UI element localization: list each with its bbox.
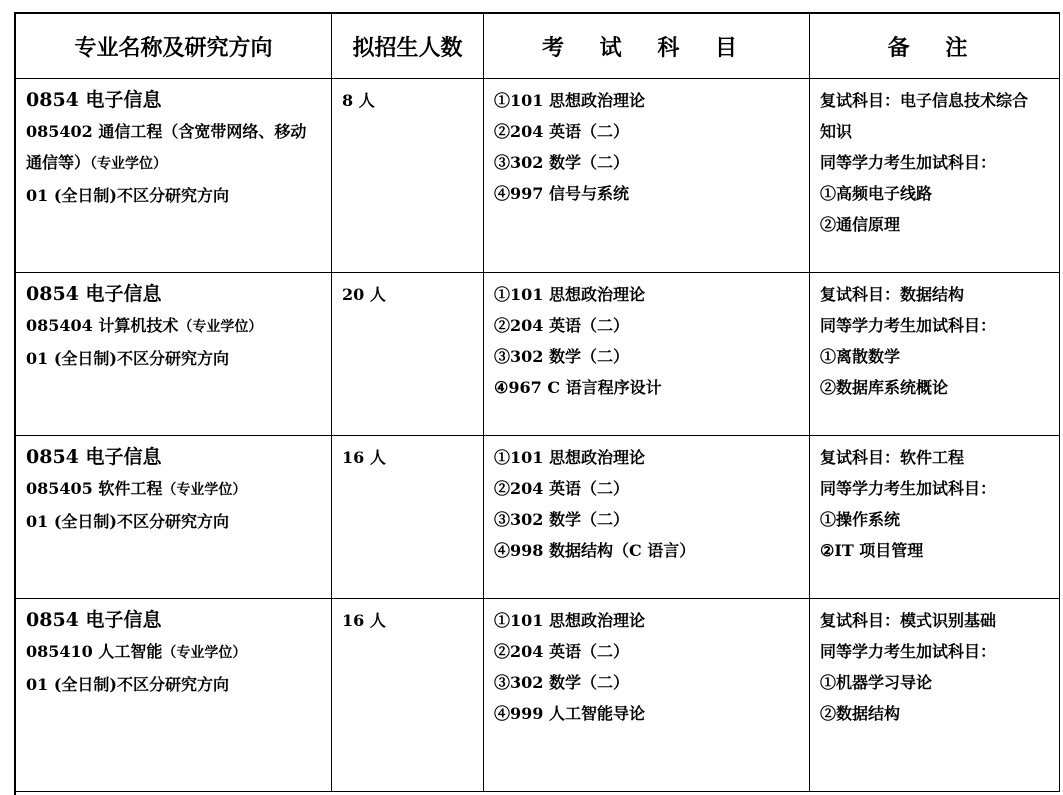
subjects-cell: [484, 79, 810, 273]
quota-value: 16 人: [342, 611, 386, 630]
remark-line: 复试科目：数据结构: [820, 285, 965, 304]
study-direction: 01 (全日制)不区分研究方向: [26, 675, 229, 694]
exam-subject: ④967 C 语言程序设计: [494, 378, 662, 397]
quota-cell: [332, 599, 484, 792]
exam-subject: ②204 英语（二）: [494, 642, 629, 661]
remark-line: 同等学力考生加试科目：: [820, 316, 997, 335]
study-direction: 01 (全日制)不区分研究方向: [26, 186, 229, 205]
degree-type-note: （专业学位）: [90, 156, 168, 172]
degree-type-note: （专业学位）: [178, 319, 263, 335]
header-remarks: 备 注: [810, 13, 1060, 79]
exam-subject: ②204 英语（二）: [494, 479, 629, 498]
exam-subject: ②204 英语（二）: [494, 316, 629, 335]
quota-value: 16 人: [342, 448, 386, 467]
remark-line: ②数据库系统概论: [820, 378, 949, 397]
exam-subject: ③302 数学（二）: [494, 347, 629, 366]
remark-line: ①高频电子线路: [820, 184, 933, 203]
major-cell: [16, 599, 332, 792]
admissions-table: [15, 12, 1060, 792]
major-cell: [16, 79, 332, 273]
exam-subject: ②204 英语（二）: [494, 122, 629, 141]
quota-cell: [332, 436, 484, 599]
study-direction: 01 (全日制)不区分研究方向: [26, 512, 229, 531]
major-subfield: 085405 软件工程: [26, 479, 163, 498]
remark-line: 复试科目：软件工程: [820, 448, 965, 467]
major-title: 0854 电子信息: [26, 446, 162, 468]
major-title: 0854 电子信息: [26, 89, 162, 111]
table-row: [16, 79, 1060, 273]
remark-line: ①机器学习导论: [820, 673, 933, 692]
remark-line: 同等学力考生加试科目：: [820, 153, 997, 172]
quota-value: 20 人: [342, 285, 386, 304]
exam-subject: ④999 人工智能导论: [494, 704, 645, 723]
table-row: [16, 436, 1060, 599]
remark-line: ①离散数学: [820, 347, 901, 366]
quota-cell: [332, 79, 484, 273]
header-subjects: 考 试 科 目: [484, 13, 810, 79]
major-subfield: 085402 通信工程（含宽带网络、移动: [26, 122, 307, 141]
major-subfield: 085410 人工智能: [26, 642, 163, 661]
exam-subject: ④998 数据结构（C 语言）: [494, 541, 696, 560]
exam-subject: ④997 信号与系统: [494, 184, 629, 203]
remark-line: 知识: [820, 122, 853, 141]
remark-line: 复试科目：模式识别基础: [820, 611, 997, 630]
exam-subject: ①101 思想政治理论: [494, 448, 645, 467]
remarks-cell: [810, 436, 1060, 599]
header-row: [16, 13, 1060, 79]
major-cell: [16, 436, 332, 599]
header-quota: 拟招生人数: [332, 13, 484, 79]
major-cell: [16, 273, 332, 436]
table-row: [16, 599, 1060, 792]
exam-subject: ③302 数学（二）: [494, 153, 629, 172]
subjects-cell: [484, 599, 810, 792]
major-title: 0854 电子信息: [26, 609, 162, 631]
degree-type-note: （专业学位）: [162, 645, 247, 661]
major-subfield: 085404 计算机技术: [26, 316, 179, 335]
remark-line: 同等学力考生加试科目：: [820, 479, 997, 498]
header-major: 专业名称及研究方向: [16, 13, 332, 79]
quota-cell: [332, 273, 484, 436]
remarks-cell: [810, 79, 1060, 273]
remark-line: 同等学力考生加试科目：: [820, 642, 997, 661]
remark-line: ②通信原理: [820, 215, 901, 234]
major-title: 0854 电子信息: [26, 283, 162, 305]
exam-subject: ①101 思想政治理论: [494, 285, 645, 304]
major-subfield-cont: 通信等）: [26, 153, 91, 172]
study-direction: 01 (全日制)不区分研究方向: [26, 349, 229, 368]
exam-subject: ③302 数学（二）: [494, 510, 629, 529]
remark-line: ①操作系统: [820, 510, 901, 529]
subjects-cell: [484, 273, 810, 436]
table-row: [16, 273, 1060, 436]
subjects-cell: [484, 436, 810, 599]
degree-type-note: （专业学位）: [162, 482, 247, 498]
remark-line: ②数据结构: [820, 704, 901, 723]
remarks-cell: [810, 599, 1060, 792]
remark-line: ②IT 项目管理: [820, 541, 924, 560]
quota-value: 8 人: [342, 91, 375, 110]
exam-subject: ③302 数学（二）: [494, 673, 629, 692]
remarks-cell: [810, 273, 1060, 436]
exam-subject: ①101 思想政治理论: [494, 611, 645, 630]
remark-line: 复试科目：电子信息技术综合: [820, 91, 1029, 110]
exam-subject: ①101 思想政治理论: [494, 91, 645, 110]
